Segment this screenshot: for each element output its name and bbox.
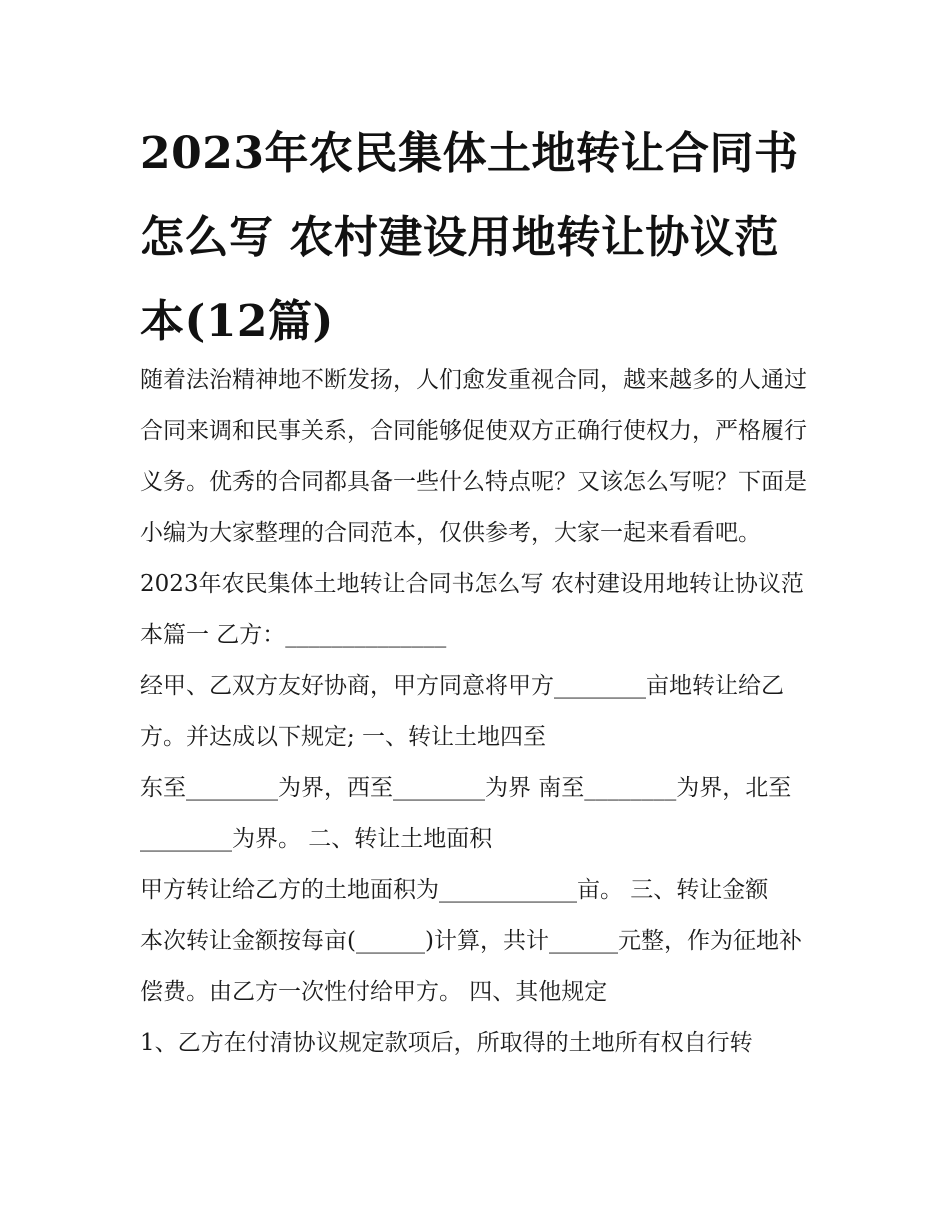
section-heading-paragraph: 2023年农民集体土地转让合同书怎么写 农村建设用地转让协议范本篇一 乙方：______________ xyxy=(140,571,804,648)
intro-paragraph: 随着法治精神地不断发扬，人们愈发重视合同，越来越多的人通过合同来调和民事关系，合同能够促使双方正确行使权力，严格履行义务。优秀的合同都具备一些什么特点呢？又该怎么写呢？下面是小编为大家整理的合同范本，仅供参考，大家一起来看看吧。 xyxy=(140,367,807,546)
amount-paragraph: 本次转让金额按每亩(______)计算，共计______元整，作为征地补偿费。由乙方一次性付给甲方。 四、其他规定 xyxy=(140,928,802,1005)
agreement-paragraph: 经甲、乙双方友好协商，甲方同意将甲方________亩地转让给乙方。并达成以下规定; 一、转让土地四至 xyxy=(140,673,784,750)
document-body xyxy=(140,355,820,1069)
clause-paragraph: 1、乙方在付清协议规定款项后，所取得的土地所有权自行转 xyxy=(140,1030,753,1056)
boundary-paragraph: 东至________为界，西至________为界 南至________为界，北至________为界。 二、转让土地面积 xyxy=(140,775,792,852)
document-title: 2023年农民集体土地转让合同书怎么写 农村建设用地转让协议范本(12篇) xyxy=(140,128,799,347)
area-paragraph: 甲方转让给乙方的土地面积为____________亩。 三、转让金额 xyxy=(140,877,769,903)
